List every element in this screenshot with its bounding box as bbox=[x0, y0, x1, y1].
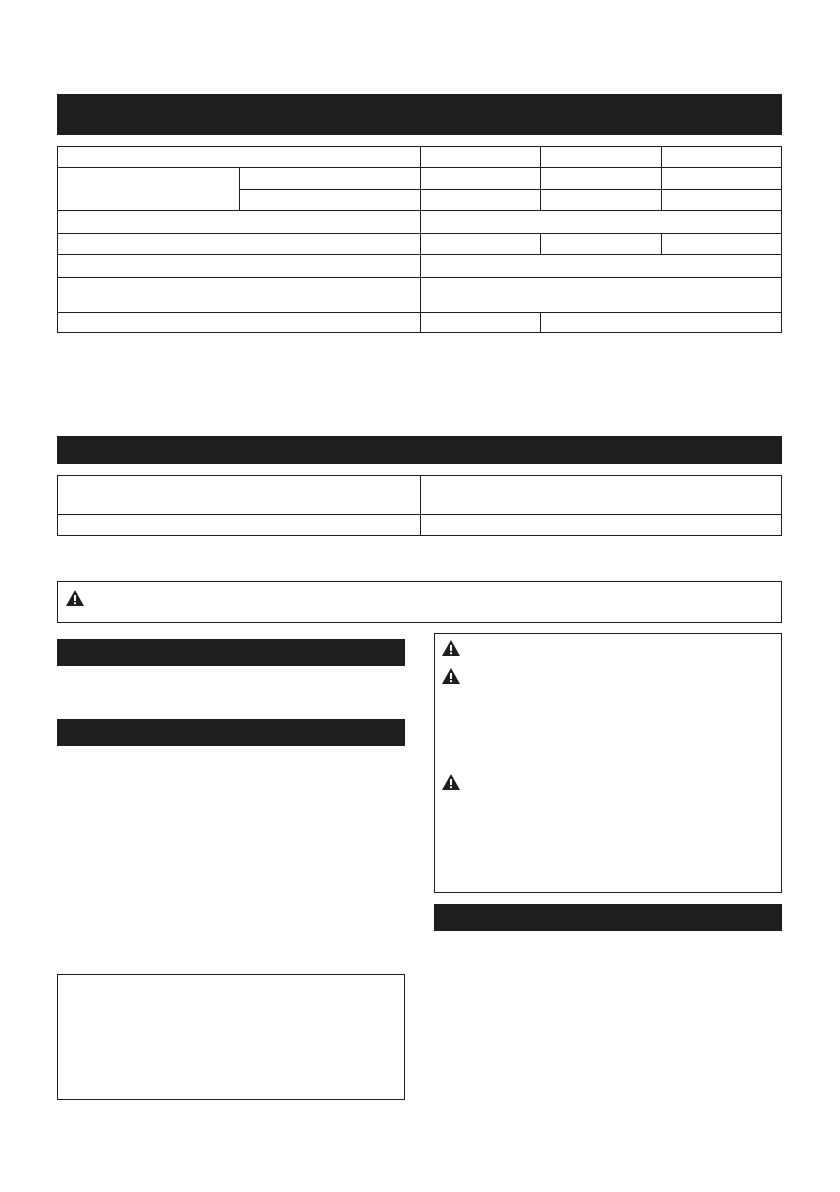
table-row-6-value bbox=[420, 254, 782, 278]
table-row-8-label bbox=[57, 312, 421, 333]
table-row-1-col-a bbox=[420, 146, 541, 168]
table-row-2-col-c bbox=[661, 167, 782, 190]
safety-instructions-heading-bar bbox=[434, 904, 782, 931]
warning-triangle-icon bbox=[441, 667, 461, 685]
table-row-5-col-b bbox=[540, 233, 662, 255]
symbols-heading-bar bbox=[57, 436, 782, 464]
table-row-3-col-b bbox=[540, 189, 662, 211]
table-row-1-col-b bbox=[540, 146, 662, 168]
table-row-2-group-label bbox=[57, 167, 240, 211]
table-row-3-col-c bbox=[661, 189, 782, 211]
safety-warnings-box bbox=[434, 633, 782, 893]
intended-use-heading-bar bbox=[57, 639, 405, 666]
symbols-row-2-right bbox=[420, 514, 782, 536]
symbols-row-1-right bbox=[420, 475, 782, 515]
note-box bbox=[57, 974, 405, 1100]
table-row-4-value bbox=[420, 210, 782, 234]
warning-triangle-icon bbox=[441, 773, 461, 791]
general-warning-box bbox=[57, 581, 782, 623]
table-row-3-sublabel bbox=[239, 189, 421, 211]
symbols-row-1-left bbox=[57, 475, 421, 515]
table-row-2-col-b bbox=[540, 167, 662, 190]
warning-triangle-icon bbox=[441, 639, 461, 657]
table-row-6-label bbox=[57, 254, 421, 278]
warning-triangle-icon bbox=[65, 589, 85, 607]
table-row-5-col-a bbox=[420, 233, 541, 255]
table-row-2-sublabel bbox=[239, 167, 421, 190]
table-row-2-col-a bbox=[420, 167, 541, 190]
table-row-1-label bbox=[57, 146, 421, 168]
table-row-7-label bbox=[57, 277, 421, 313]
symbols-row-2-left bbox=[57, 514, 421, 536]
table-row-8-value-merged bbox=[540, 312, 782, 333]
table-row-5-label bbox=[57, 233, 421, 255]
table-row-4-label bbox=[57, 210, 421, 234]
table-row-7-value bbox=[420, 277, 782, 313]
table-row-1-col-c bbox=[661, 146, 782, 168]
table-row-5-col-c bbox=[661, 233, 782, 255]
power-supply-heading-bar bbox=[57, 719, 405, 746]
table-row-8-col-a bbox=[420, 312, 541, 333]
specifications-heading-bar bbox=[57, 94, 782, 135]
table-row-3-col-a bbox=[420, 189, 541, 211]
